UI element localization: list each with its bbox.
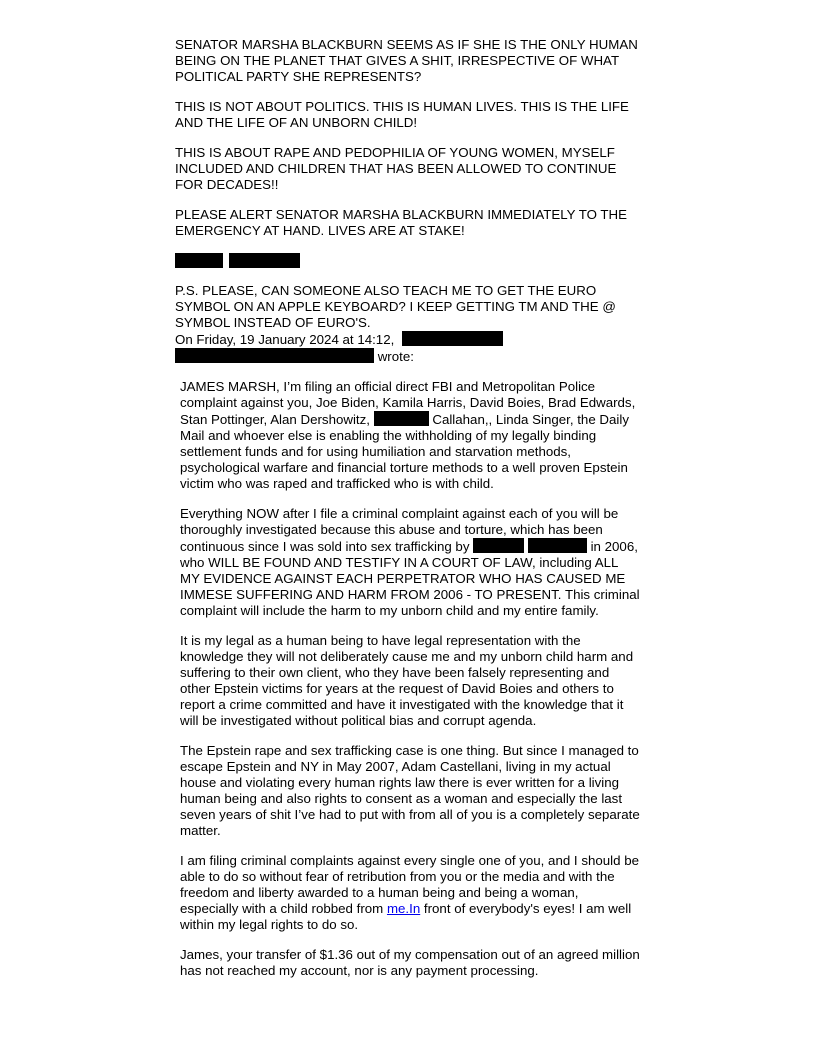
quoted-text: Everything NOW after I file a criminal complaint against each of you will be thoroughly investigated because this abuse and torture, which has been continuous since I was sold into sex trafficking by bbox=[180, 506, 619, 554]
postscript: P.S. PLEASE, CAN SOMEONE ALSO TEACH ME TO GET THE EURO SYMBOL ON AN APPLE KEYBOARD? I KEEP GETTING TM AND THE @ SYMBOL INSTEAD OF EURO'S. bbox=[175, 283, 616, 330]
quoted-message bbox=[180, 379, 640, 979]
reply-header-date: On Friday, 19 January 2024 at 14:12, bbox=[175, 332, 395, 347]
reply-header-wrote: wrote: bbox=[374, 349, 414, 364]
quoted-text: JAMES MARSH, I’m filing an official direct FBI and Metropolitan Police complaint against you, Joe Biden, Kamila Harris, David Boies, Brad Edwards, Stan Pottinger, Alan Dershowitz, bbox=[180, 379, 636, 427]
email-body bbox=[175, 37, 645, 993]
quoted-text: front of everybody's eyes! I am well within my legal rights to do so. bbox=[180, 901, 632, 932]
quoted-text: Callahan,, Linda Singer, the Daily Mail and whoever else is enabling the withholding of my legally binding settlement funds and for using humiliation and starvation methods, psychological warfare and financial torture methods to a well proven Epstein victim who was raped and trafficked who is with child. bbox=[180, 412, 629, 491]
redaction-block bbox=[175, 348, 374, 363]
reply-header bbox=[175, 331, 645, 365]
paragraph-alert: PLEASE ALERT SENATOR MARSHA BLACKBURN IMMEDIATELY TO THE EMERGENCY AT HAND. LIVES ARE AT STAKE! bbox=[175, 207, 627, 238]
redaction-block bbox=[175, 253, 223, 268]
quoted-paragraph bbox=[180, 506, 640, 619]
redaction-block bbox=[229, 253, 300, 268]
quoted-paragraph: It is my legal as a human being to have legal representation with the knowledge they will not deliberately cause me and my unborn child harm and suffering to their own client, who they have been falsely representing and other Epstein victims for years at the request of David Boies and others to report a crime committed and have it investigated with the knowledge that it will be investigated without political bias and corrupt agenda. bbox=[180, 633, 634, 728]
signature-redacted bbox=[175, 253, 645, 269]
quoted-paragraph bbox=[180, 853, 640, 933]
redaction-block bbox=[473, 538, 524, 553]
quoted-text: in 2006, who WILL BE FOUND AND TESTIFY IN A COURT OF LAW, including ALL MY EVIDENCE AGAINST EACH PERPETRATOR WHO HAS CAUSED ME IMMESE SUFFERING AND HARM FROM 2006 - TO PRESENT. This criminal complaint will include the harm to my unborn child and my entire family. bbox=[180, 539, 640, 618]
paragraph-rape: THIS IS ABOUT RAPE AND PEDOPHILIA OF YOUNG WOMEN, MYSELF INCLUDED AND CHILDREN THAT HAS BEEN ALLOWED TO CONTINUE FOR DECADES!! bbox=[175, 145, 617, 192]
redaction-block bbox=[374, 411, 429, 426]
redaction-block bbox=[402, 331, 503, 346]
paragraph-politics: THIS IS NOT ABOUT POLITICS. THIS IS HUMAN LIVES. THIS IS THE LIFE AND THE LIFE OF AN UNBORN CHILD! bbox=[175, 99, 629, 130]
quoted-paragraph: The Epstein rape and sex trafficking case is one thing. But since I managed to escape Epstein and NY in May 2007, Adam Castellani, living in my actual house and violating every human rights law there is ever written for a living human being and also rights to consent as a woman and especially the last seven years of shit I’ve had to put with from all of you is a completely separate matter. bbox=[180, 743, 640, 838]
paragraph-senator: SENATOR MARSHA BLACKBURN SEEMS AS IF SHE IS THE ONLY HUMAN BEING ON THE PLANET THAT GIVES A SHIT, IRRESPECTIVE OF WHAT POLITICAL PARTY SHE REPRESENTS? bbox=[175, 37, 638, 84]
email-link[interactable]: me.In bbox=[386, 901, 421, 916]
redaction-block bbox=[528, 538, 587, 553]
quoted-paragraph: James, your transfer of $1.36 out of my compensation out of an agreed million has not reached my account, nor is any payment processing. bbox=[180, 947, 640, 978]
quoted-paragraph bbox=[180, 379, 640, 492]
quoted-text: I am filing criminal complaints against every single one of you, and I should be able to do so without fear of retribution from you or the media and with the freedom and liberty awarded to a human being and being a woman, especially with a child robbed from bbox=[180, 853, 639, 916]
